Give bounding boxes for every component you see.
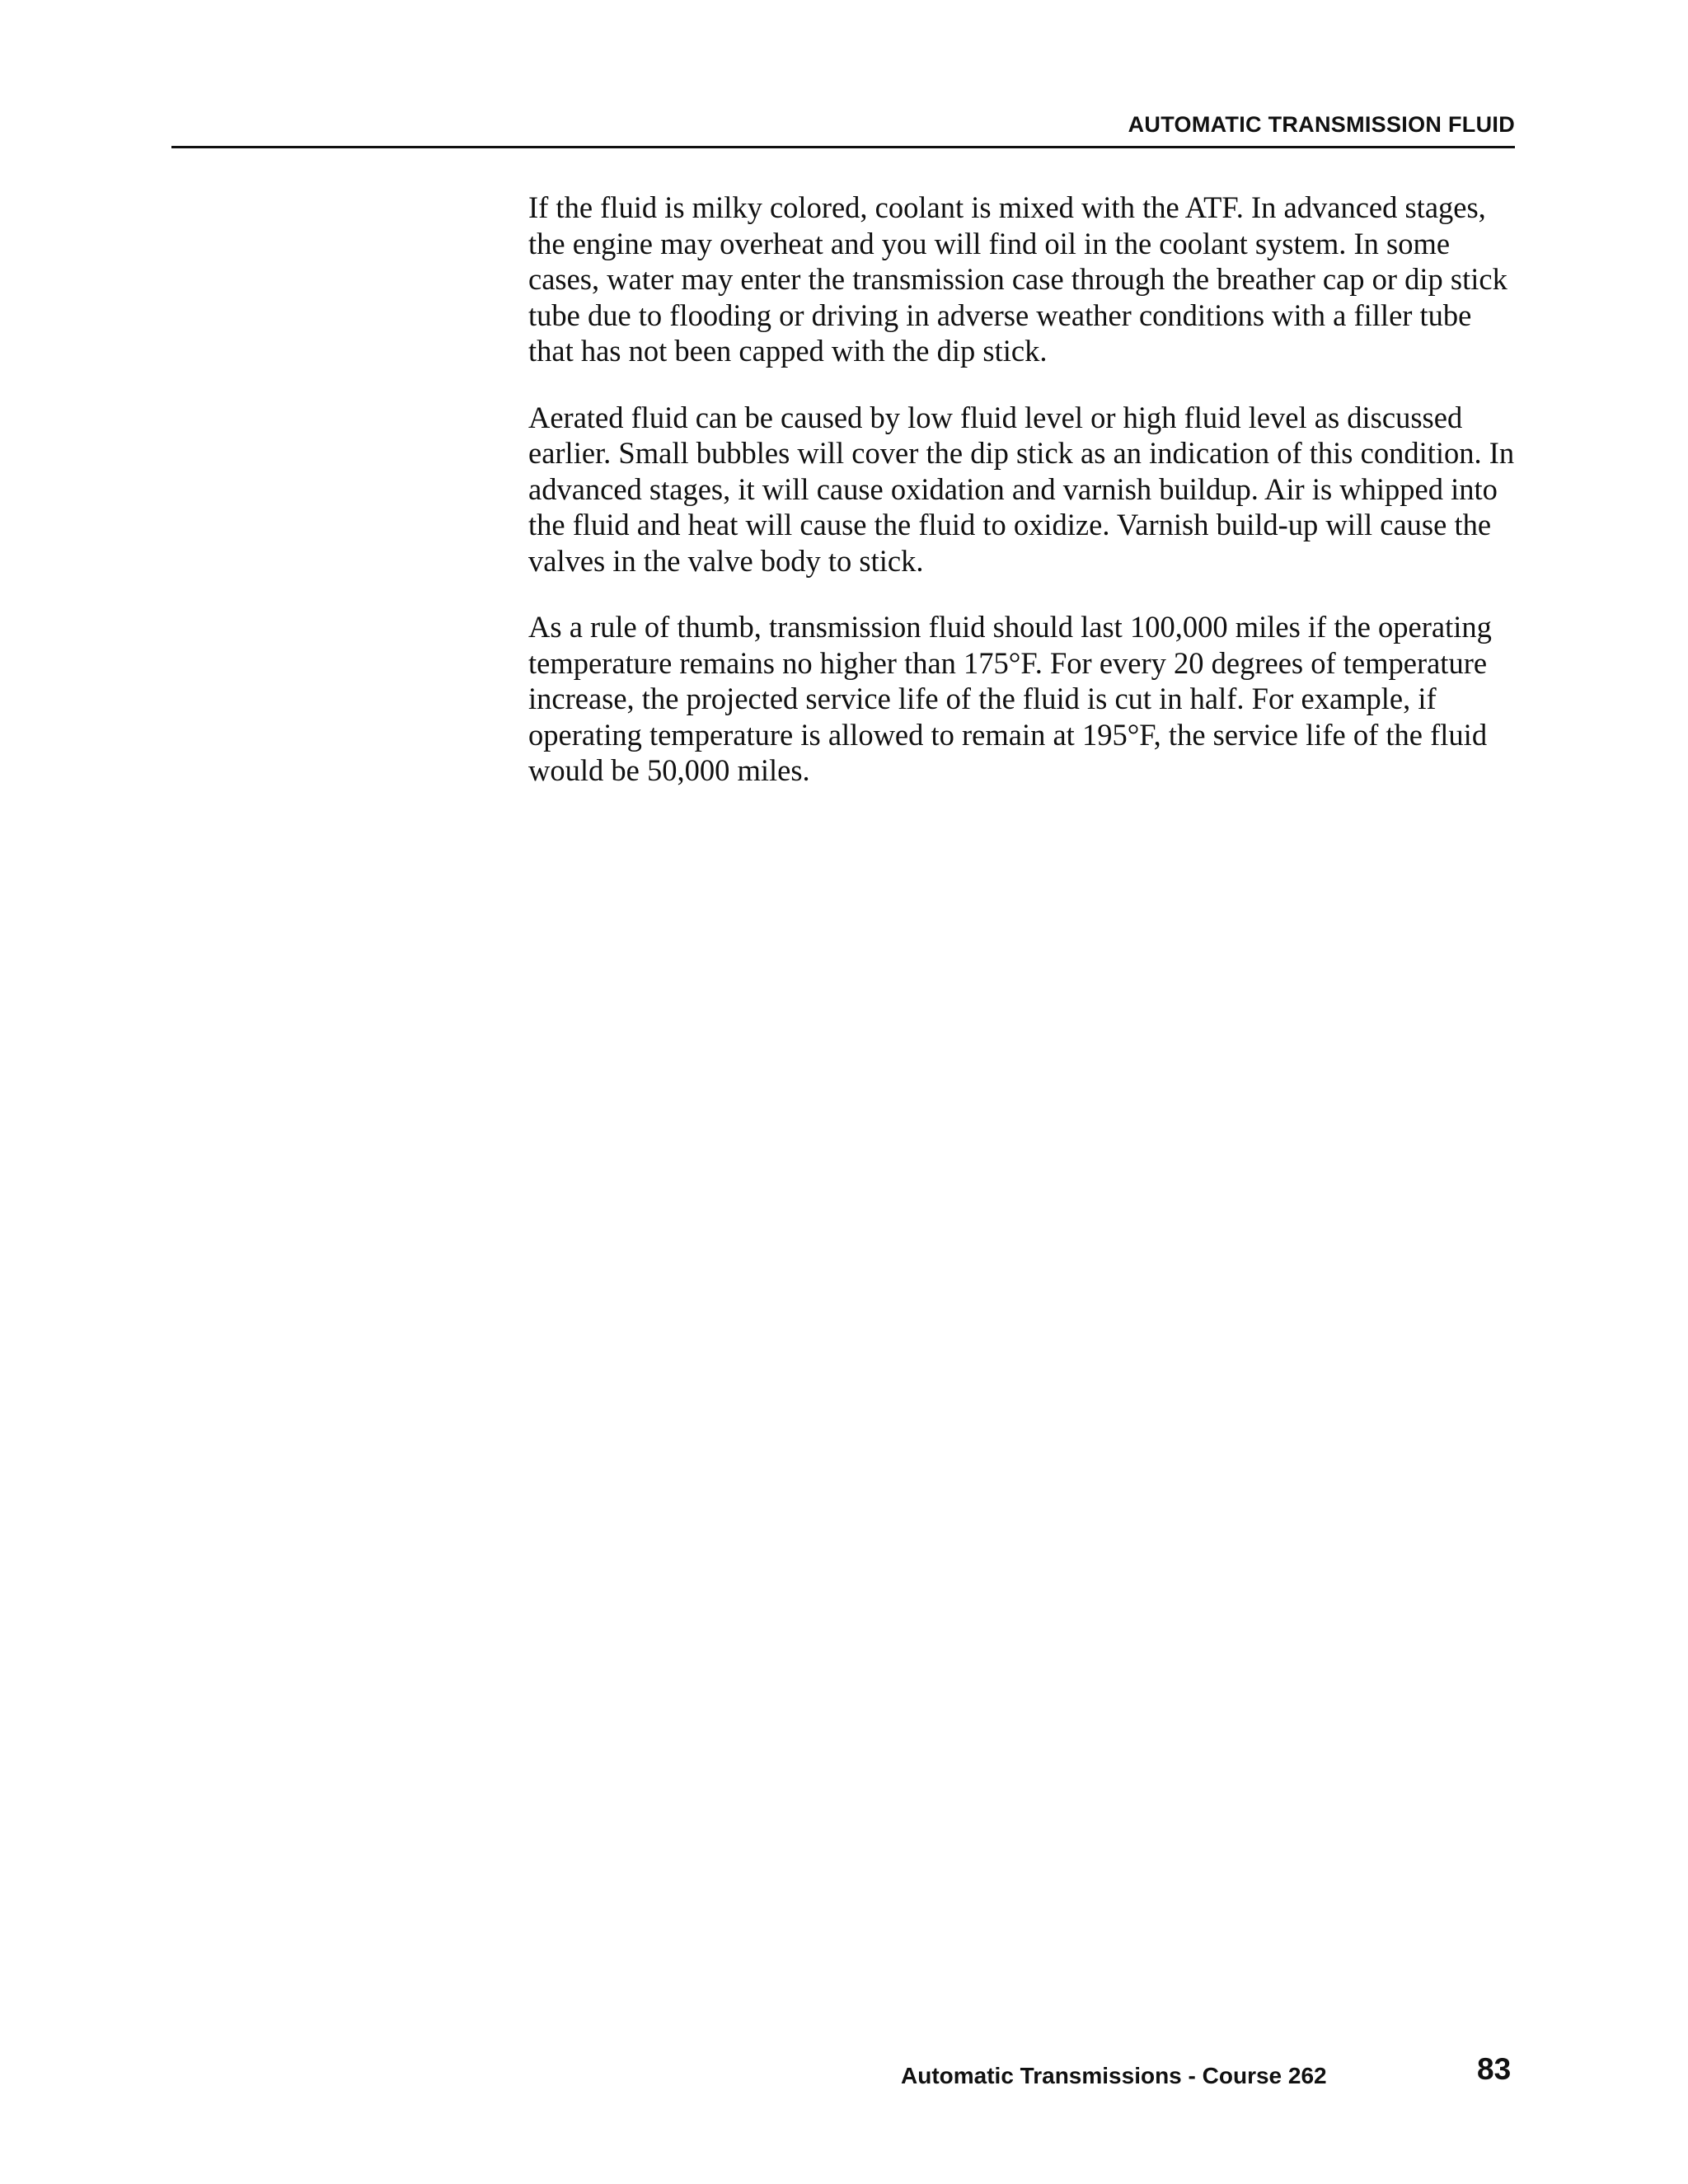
page-number: 83 [1477, 2052, 1512, 2086]
footer-course-title: Automatic Transmissions - Course 262 [901, 2063, 1327, 2088]
paragraph-service-life: As a rule of thumb, transmission fluid should last 100,000 miles if the operating temperature remains no higher than 175°F. For every 20 degrees of temperature increase, the projected service life of the fluid is cut in half. For example, if operating temperature is allowed to remain at 195°F, the service life of the fluid would be 50,000 miles. [528, 610, 1492, 787]
header-divider [171, 146, 1515, 148]
page-header-title: AUTOMATIC TRANSMISSION FLUID [1128, 112, 1515, 137]
paragraph-aerated-fluid: Aerated fluid can be caused by low fluid level or high fluid level as discussed earlier. Small bubbles will cover the dip stick as an indication of this condition. In advanced stages, it will cause oxidation and varnish buildup. Air is whipped into the fluid and heat will cause the fluid to oxidize. Varnish build-up will cause the valves in the valve body to stick. [528, 400, 1515, 578]
body-text [528, 190, 1522, 819]
paragraph-coolant-contamination: If the fluid is milky colored, coolant is mixed with the ATF. In advanced stages, the engine may overheat and you will find oil in the coolant system. In some cases, water may enter the transmission case through the breather cap or dip stick tube due to flooding or driving in adverse weather conditions with a filler tube that has not been capped with the dip stick. [528, 190, 1507, 368]
